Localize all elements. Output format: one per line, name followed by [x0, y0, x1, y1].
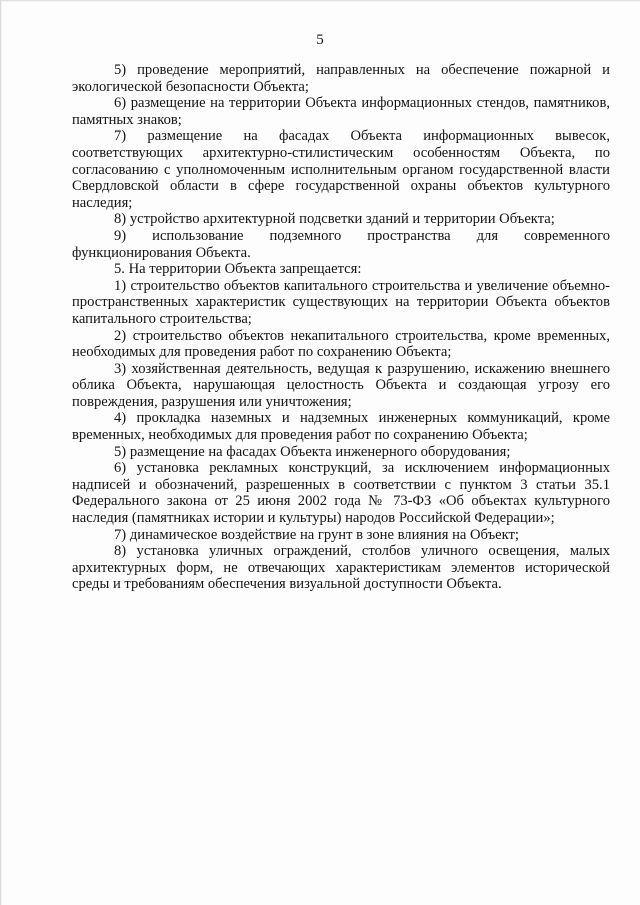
- section-text: На территории Объекта запрещается:: [128, 261, 362, 278]
- section-heading: [72, 261, 610, 278]
- paragraph-text: прокладка наземных и надземных инженерных коммуникаций, кроме временных, необходимых для проведения работ по сохранению Объекта;: [72, 410, 610, 444]
- paragraph-text: устройство архитектурной подсветки зданий и территории Объекта;: [129, 211, 555, 228]
- paragraph-item: [72, 211, 610, 228]
- paragraph-item: [72, 543, 610, 593]
- page-number: 5: [316, 32, 324, 48]
- scan-edge-top: [0, 0, 640, 2]
- paragraph-item: [72, 128, 610, 211]
- paragraph-text: проведение мероприятий, направленных на обеспечение пожарной и экологической безопасности Объекта;: [72, 62, 610, 95]
- paragraph-item: [72, 62, 610, 95]
- scan-edge-left: [0, 0, 2, 905]
- paragraph-item: [72, 278, 610, 328]
- item-number: 6): [114, 460, 127, 477]
- paragraph-text: установка рекламных конструкций, за исключением информационных надписей и обозначений, разрешенных в соответствии с пунктом 3 статьи 35.1 Федерального закона от 25 июня 2002 года № 73-ФЗ «Об объектах культурного наследия (памятниках истории и культуры) народов Российской Федерации»;: [72, 460, 610, 527]
- paragraph-text: размещение на фасадах Объекта информационных вывесок, соответствующих архитектурно-стилистическим особенностям Объекта, по согласованию с уполномоченным исполнительным органом государственной власти Свердловской области в сфере государственной охраны объектов культурного наследия;: [72, 128, 610, 211]
- item-number: 1): [114, 277, 127, 294]
- item-number: 8): [114, 543, 127, 560]
- paragraph-item: [72, 527, 610, 544]
- item-number: 7): [114, 128, 127, 145]
- paragraph-text: строительство объектов некапитального строительства, кроме временных, необходимых для проведения работ по сохранению Объекта;: [72, 327, 611, 361]
- item-number: 9): [114, 227, 127, 244]
- paragraph-item: [72, 228, 610, 261]
- paragraph-text: размещение на территории Объекта информационных стендов, памятников, памятных знаков;: [72, 95, 610, 128]
- paragraph-item: [72, 444, 610, 461]
- document-body: [72, 62, 610, 593]
- item-number: 2): [114, 327, 127, 344]
- paragraph-item: [72, 95, 610, 128]
- paragraph-item: [72, 410, 610, 443]
- item-number: 4): [114, 410, 127, 427]
- item-number: 5): [114, 62, 127, 78]
- paragraph-item: [72, 460, 610, 526]
- section-number: 5.: [114, 261, 125, 278]
- paragraph-text: динамическое воздействие на грунт в зоне влияния на Объект;: [129, 526, 519, 543]
- item-number: 6): [114, 95, 127, 112]
- paragraph-text: размещение на фасадах Объекта инженерного оборудования;: [129, 443, 511, 460]
- item-number: 7): [114, 526, 127, 543]
- item-number: 3): [114, 360, 127, 377]
- paragraph-text: строительство объектов капитального строительства и увеличение объемно-пространственных характеристик существующих на территории Объекта объектов капитального строительства;: [72, 277, 610, 327]
- paragraph-text: установка уличных ограждений, столбов уличного освещения, малых архитектурных форм, не отвечающих характеристикам элементов исторической среды и требованиям обеспечения визуальной доступности Объекта.: [72, 543, 610, 593]
- paragraph-item: [72, 328, 610, 361]
- item-number: 8): [114, 211, 127, 228]
- paragraph-text: использование подземного пространства для современного функционирования Объекта.: [72, 227, 610, 261]
- item-number: 5): [114, 443, 127, 460]
- paragraph-text: хозяйственная деятельность, ведущая к разрушению, искажению внешнего облика Объекта, нарушающая целостность Объекта и создающая угрозу его повреждения, разрушения или уничтожения;: [72, 360, 610, 410]
- paragraph-item: [72, 361, 610, 411]
